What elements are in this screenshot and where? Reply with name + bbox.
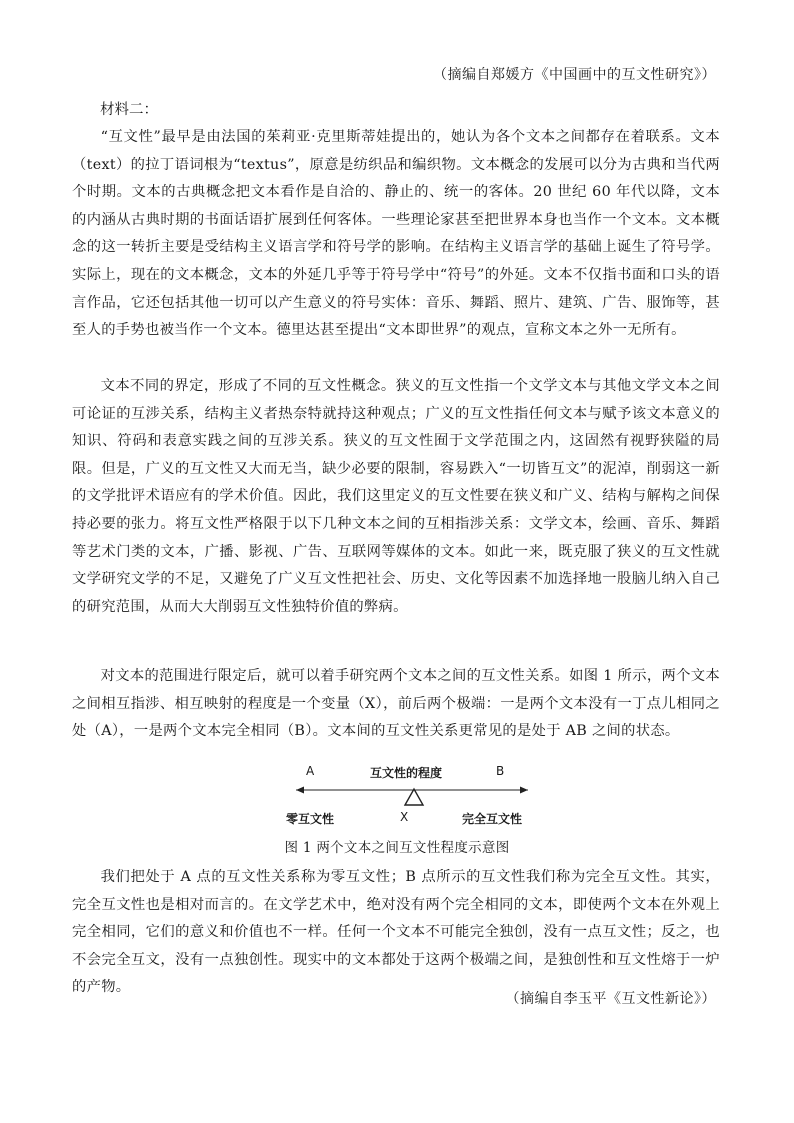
material-heading: 材料二：	[100, 102, 158, 118]
figure-caption: 图 1 两个文本之间互文性程度示意图	[284, 840, 510, 856]
paragraph-4: 我们把处于 A 点的互文性关系称为零互文性；B 点所示的互文性我们称为完全互文性。其实，完全互文性也是相对而言的。在文学艺术中，绝对没有两个完全相同的文本，即使两个文本在外观上完全相同，它们的意义和价值也不一样。任何一个文本不可能完全独创，没有一点互文性；反之，也不会完全互文，没有一点独创性。现实中的文本都处于这两个极端之间，是独创性和互文性熔于一炉的产物。	[72, 869, 720, 996]
paragraph-3: 对文本的范围进行限定后，就可以着手研究两个文本之间的互文性关系。如图 1 所示，两个文本之间相互指涉、相互映射的程度是一个变量（X），前后两个极端：一是两个文本没有一丁点儿相同之处（A），一是两个文本完全相同（B）。文本间的互文性关系更常见的是处于 AB 之间的状态。	[72, 668, 720, 740]
diagram-title: 互文性的程度	[370, 766, 443, 780]
label-x: X	[400, 810, 409, 824]
label-b: B	[496, 764, 505, 778]
paragraph-2: 文本不同的界定，形成了不同的互文性概念。狭义的互文性指一个文学文本与其他文学文本之间可论证的互涉关系，结构主义者热奈特就持这种观点；广义的互文性指任何文本与赋予该文本意义的知识、符码和表意实践之间的互涉关系。狭义的互文性囿于文学范围之内，这固然有视野狭隘的局限。但是，广义的互文性又大而无当，缺少必要的限制，容易跌入“一切皆互文”的泥淖，削弱这一新的文学批评术语应有的学术价值。因此，我们这里定义的互文性要在狭义和广义、结构与解构之间保持必要的张力。将互文性严格限于以下几种文本之间的互相指涉关系：文学文本，绘画、音乐、舞蹈等艺术门类的文本，广播、影视、广告、互联网等媒体的文本。如此一来，既克服了狭义的互文性就文学研究文学的不足，又避免了广义互文性把社会、历史、文化等因素不加选择地一股脑儿纳入自己的研究范围，从而大大削弱互文性独特价值的弊病。	[72, 378, 720, 615]
intertextuality-scale-diagram	[286, 758, 532, 828]
label-full-intertextuality: 完全互文性	[462, 812, 523, 826]
source-citation-1: （摘编自郑媛方《中国画中的互文性研究》）	[433, 67, 716, 83]
label-zero-intertextuality: 零互文性	[286, 812, 335, 826]
paragraph-1: “互文性”最早是由法国的茱莉亚·克里斯蒂娃提出的，她认为各个文本之间都存在着联系。文本（text）的拉丁语词根为“textus”，原意是纺织品和编织物。文本概念的发展可以分为古典和当代两个时期。文本的古典概念把文本看作是自洽的、静止的、统一的客体。20 世纪 60 年代以降，文本的内涵从古典时期的书面话语扩展到任何客体。一些理论家甚至把世界本身也当作一个文本。文本概念的这一转折主要是受结构主义语言学和符号学的影响。在结构主义语言学的基础上诞生了符号学。实际上，现在的文本概念，文本的外延几乎等于符号学中“符号”的外延。文本不仅指书面和口头的语言作品，它还包括其他一切可以产生意义的符号实体：音乐、舞蹈、照片、建筑、广告、服饰等，甚至人的手势也被当作一个文本。德里达甚至提出“文本即世界”的观点，宣称文本之外一无所有。	[72, 129, 720, 339]
source-citation-2: （摘编自李玉平《互文性新论》）	[505, 991, 716, 1007]
fulcrum-triangle-icon	[405, 789, 423, 805]
label-a: A	[306, 764, 315, 778]
arrow-right-icon	[520, 787, 528, 794]
arrow-left-icon	[296, 787, 304, 794]
